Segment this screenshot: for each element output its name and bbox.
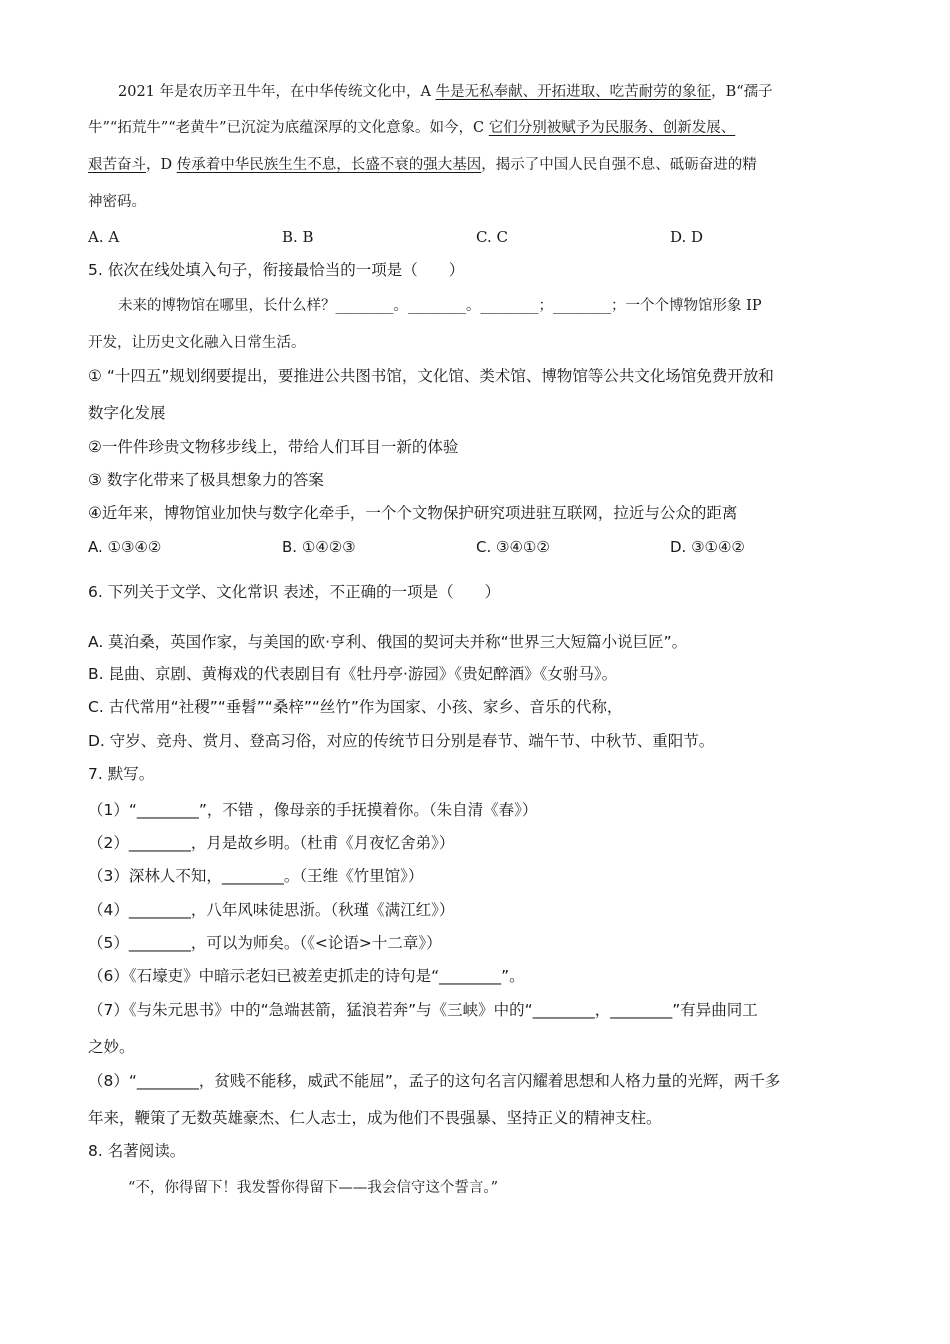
q5-option-b[interactable]: B. ①④②③ (282, 538, 356, 556)
q5-option-d[interactable]: D. ③①④② (670, 538, 745, 556)
q4-option-a[interactable]: A. A (88, 228, 120, 246)
q7-item-8-line-2: 年来，鞭策了无数英雄豪杰、仁人志士，成为他们不畏强暴、坚持正义的精神支柱。 (88, 1109, 662, 1127)
q4-stem-text: 2021 年是农历辛丑牛年，在中华传统文化中，A (118, 84, 436, 100)
q4-stem-line-4: 神密码。 (88, 194, 146, 210)
q7-item-2: （2）________，月是故乡明。（杜甫《月夜忆舍弟》） (88, 834, 455, 852)
q4-underline-c: 它们分别被赋予为民服务、创新发展、 (488, 120, 736, 136)
q7-item-8-line-1: （8）“________，贫贱不能移，威武不能屈”，孟子的这句名言闪耀着思想和人格力量的光辉，两千多 (88, 1072, 781, 1090)
q6-option-c[interactable]: C. 古代常用“社稷”“垂髫”“桑梓”“丝竹”作为国家、小孩、家乡、音乐的代称， (88, 698, 623, 716)
q4-stem-text: ，B“孺子 (711, 84, 773, 100)
q4-underline-c-end: 艰苦奋斗 (88, 157, 146, 173)
q4-stem-line-3 (88, 155, 757, 175)
q4-stem-text: ，揭示了中国人民自强不息、砥砺奋进的精 (481, 157, 757, 173)
q5-sentence-3: ③ 数字化带来了极具想象力的答案 (88, 471, 324, 489)
q7-item-1: （1）“________”，不错 ，像母亲的手抚摸着你。（朱自清《春》） (88, 801, 538, 819)
q7-item-7-line-1: （7）《与朱元思书》中的“急端甚箭，猛浪若奔”与《三峡》中的“________，________”有异曲同工 (88, 1001, 758, 1019)
q6-option-a[interactable]: A. 莫泊桑，英国作家，与美国的欧·亨利、俄国的契诃夫并称“世界三大短篇小说巨匠”。 (88, 633, 688, 651)
q7-item-3: （3）深林人不知，________。（王维《竹里馆》） (88, 867, 424, 885)
q4-stem-text: ，D (146, 157, 177, 173)
q7-title: 7. 默写。 (88, 765, 155, 783)
q7-item-6: （6）《石壕吏》中暗示老妇已被差吏抓走的诗句是“________”。 (88, 967, 525, 985)
q5-sentence-2: ②一件件珍贵文物移步线上，带给人们耳目一新的体验 (88, 438, 459, 456)
q5-passage-line-2: 开发，让历史文化融入日常生活。 (88, 335, 306, 351)
q5-passage-line-1: 未来的博物馆在哪里，长什么样？________。________。________；________；一个个博物馆形象 IP (118, 298, 762, 314)
q5-sentence-1-line-2: 数字化发展 (88, 404, 166, 422)
q5-title: 5. 依次在线处填入句子，衔接最恰当的一项是（ ） (88, 261, 465, 279)
q5-sentence-4: ④近年来，博物馆业加快与数字化牵手，一个个文物保护研究项进驻互联网，拉近与公众的距离 (88, 504, 738, 522)
q5-option-a[interactable]: A. ①③④② (88, 538, 162, 556)
q7-item-7-line-2: 之妙。 (88, 1038, 135, 1056)
q7-item-5: （5）________，可以为师矣。（《<论语>十二章》） (88, 934, 442, 952)
q8-quote: “不，你得留下！我发誓你得留下——我会信守这个誓言。” (128, 1180, 499, 1196)
q4-option-d[interactable]: D. D (670, 228, 704, 246)
q4-stem-line-1 (118, 82, 773, 102)
q7-item-4: （4）________，八年风味徒思浙。（秋瑾《满江红》） (88, 901, 455, 919)
q6-option-b[interactable]: B. 昆曲、京剧、黄梅戏的代表剧目有《牡丹亭·游园》《贵妃醉酒》《女驸马》。 (88, 665, 618, 683)
q4-underline-d: 传承着中华民族生生不息，长盛不衰的强大基因 (176, 157, 482, 173)
q4-stem-line-2 (88, 118, 735, 138)
q5-option-c[interactable]: C. ③④①② (476, 538, 550, 556)
q4-underline-a: 牛是无私奉献、开拓进取、吃苦耐劳的象征 (435, 84, 712, 100)
q6-title: 6. 下列关于文学、文化常识 表述，不正确的一项是（ ） (88, 583, 501, 601)
q4-option-b[interactable]: B. B (282, 228, 314, 246)
q4-stem-text: 牛”“拓荒牛”“老黄牛”已沉淀为底蕴深厚的文化意象。如今，C (88, 120, 489, 136)
q5-sentence-1-line-1: ① “十四五”规划纲要提出，要推进公共图书馆，文化馆、类术馆、博物馆等公共文化场馆免费开放和 (88, 367, 774, 385)
q4-option-c[interactable]: C. C (476, 228, 508, 246)
q6-option-d[interactable]: D. 守岁、竞舟、赏月、登高习俗，对应的传统节日分别是春节、端午节、中秋节、重阳节。 (88, 732, 715, 750)
q8-title: 8. 名著阅读。 (88, 1142, 186, 1160)
